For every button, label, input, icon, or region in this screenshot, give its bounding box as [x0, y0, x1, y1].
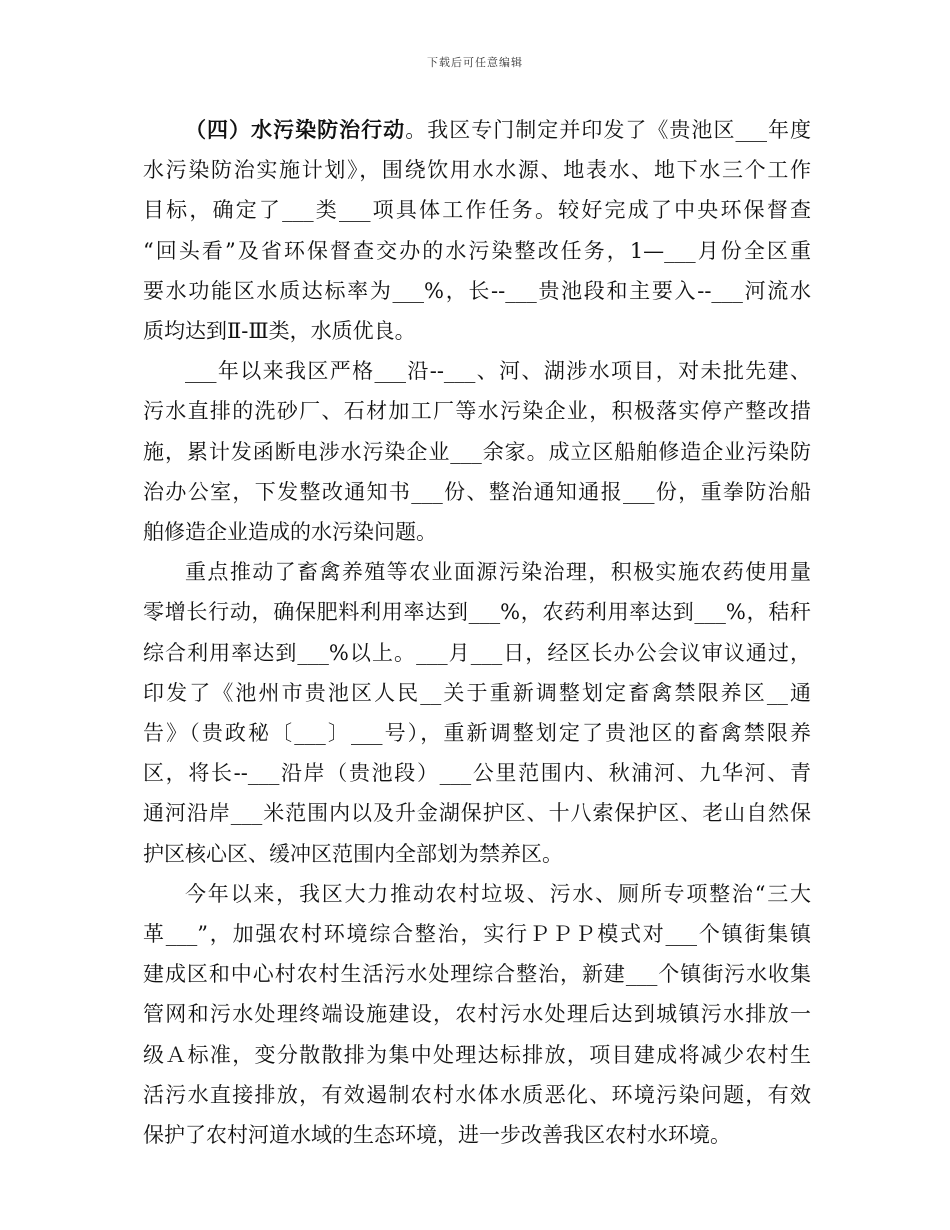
document-body [143, 110, 811, 1155]
paragraph-2-line-2: 污水直排的洗砂厂、石材加工厂等水污染企业，积极落实停产整改措 [143, 399, 811, 424]
paragraph-1-line-4: “回头看”及省环保督查交办的水污染整改任务，1—___月份全区重 [143, 238, 811, 263]
paragraph-4-line-4: 管网和污水处理终端设施建设，农村污水处理后达到城镇污水排放一 [143, 1002, 811, 1027]
paragraph-4-line-7: 保护了农村河道水域的生态环境，进一步改善我区农村水环境。 [143, 1123, 731, 1148]
section-heading: （四）水污染防治行动 [185, 117, 406, 142]
paragraph-2-line-5: 舶修造企业造成的水污染问题。 [143, 520, 437, 545]
paragraph-3-line-4: 印发了《池州市贵池区人民__关于重新调整划定畜禽禁限养区__通 [143, 680, 811, 705]
paragraph-2-line-4: 治办公室，下发整改通知书___份、整治通知通报___份，重拳防治船 [143, 479, 811, 504]
paragraph-1-line-5: 要水功能区水质达标率为___%，长--___贵池段和主要入--___河流水 [143, 278, 811, 303]
paragraph-3-line-5: 告》（贵政秘〔___〕___号），重新调整划定了贵池区的畜禽禁限养 [143, 721, 811, 746]
paragraph-4-line-1: 今年以来，我区大力推动农村垃圾、污水、厕所专项整治“三大 [185, 881, 811, 906]
paragraph-3-line-2: 零增长行动，确保肥料利用率达到___%，农药利用率达到___%，秸秆 [143, 600, 811, 625]
paragraph-3-line-6: 区，将长--___沿岸（贵池段）___公里范围内、秋浦河、九华河、青 [143, 761, 811, 786]
paragraph-2-line-1: ___年以来我区严格___沿--___、河、湖涉水项目，对未批先建、 [185, 359, 811, 384]
paragraph-3-line-7: 通河沿岸___米范围内以及升金湖保护区、十八索保护区、老山自然保 [143, 801, 811, 826]
paragraph-3-line-3: 综合利用率达到___%以上。___月___日，经区长办公会议审议通过， [143, 640, 811, 665]
paragraph-3-line-8: 护区核心区、缓冲区范围内全部划为禁养区。 [143, 841, 563, 866]
paragraph-1-line-1 [143, 110, 811, 150]
paragraph-1-line-6: 质均达到Ⅱ-Ⅲ类，水质优良。 [143, 319, 416, 344]
paragraph-text: 。我区专门制定并印发了《贵池区___年度 [405, 118, 812, 142]
paragraph-2-line-3: 施，累计发函断电涉水污染企业___余家。成立区船舶修造企业污染防 [143, 439, 811, 464]
paragraph-3-line-1: 重点推动了畜禽养殖等农业面源污染治理，积极实施农药使用量 [185, 560, 811, 585]
paragraph-4-line-2: 革___”，加强农村环境综合整治，实行ＰＰＰ模式对___个镇街集镇 [143, 922, 811, 947]
page-header: 下载后可任意编辑 [427, 56, 523, 69]
paragraph-1-line-3: 目标，确定了___类___项具体工作任务。较好完成了中央环保督查 [143, 198, 811, 223]
paragraph-4-line-6: 活污水直接排放，有效遏制农村水体水质恶化、环境污染问题，有效 [143, 1082, 811, 1107]
paragraph-4-line-3: 建成区和中心村农村生活污水处理综合整治，新建___个镇街污水收集 [143, 962, 811, 987]
paragraph-4-line-5: 级Ａ标准，变分散散排为集中处理达标排放，项目建成将减少农村生 [143, 1042, 811, 1067]
paragraph-1-line-2: 水污染防治实施计划》，围绕饮用水水源、地表水、地下水三个工作 [143, 158, 811, 183]
